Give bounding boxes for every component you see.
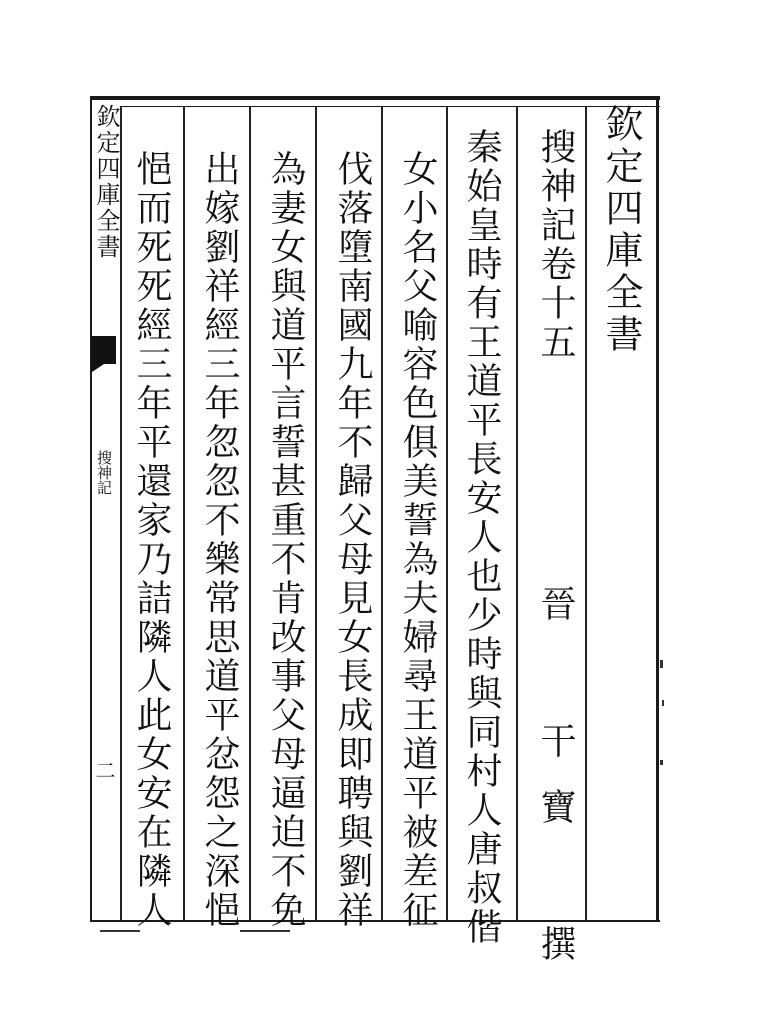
column-divider xyxy=(516,106,518,920)
fishtail-mark-icon xyxy=(92,336,116,364)
scan-speck xyxy=(660,660,663,668)
volume-title: 搜神記卷十五 xyxy=(535,128,576,362)
column-divider xyxy=(585,106,587,920)
text-column-6: 悒而死死經三年平還家乃詰隣人此女安在隣人 xyxy=(131,150,172,930)
collection-header: 欽定四庫全書 xyxy=(599,104,643,356)
scan-speck xyxy=(662,700,664,706)
frame-right-border xyxy=(656,96,659,922)
margin-book-title: 搜神記 xyxy=(95,450,113,495)
margin-collection-title: 欽定四庫全書 xyxy=(92,104,120,260)
author-line: 晉 干寶 撰 xyxy=(535,585,576,991)
column-divider xyxy=(120,106,122,920)
text-column-5: 出嫁劉祥經三年忽忽不樂常思道平忿怨之深悒 xyxy=(199,150,240,930)
scan-speck xyxy=(240,930,290,932)
column-divider xyxy=(249,106,251,920)
column-divider xyxy=(381,106,383,920)
frame-top-inner-border xyxy=(120,106,660,107)
text-column-2: 女小名父喻容色俱美誓為夫婦尋王道平被差征 xyxy=(397,150,438,930)
scan-speck xyxy=(100,930,140,932)
column-divider xyxy=(183,106,185,920)
text-column-3: 伐落墮南國九年不歸父母見女長成即聘與劉祥 xyxy=(332,150,373,930)
scan-speck xyxy=(660,760,663,765)
margin-page-number: 二 xyxy=(92,760,116,780)
text-column-1: 秦始皇時有王道平長安人也少時與同村人唐叔偕 xyxy=(461,128,502,947)
text-column-4: 為妻女與道平言誓甚重不肯改事父母逼迫不免 xyxy=(265,150,306,930)
column-divider xyxy=(446,106,448,920)
frame-top-border xyxy=(90,96,660,100)
column-divider xyxy=(315,106,317,920)
